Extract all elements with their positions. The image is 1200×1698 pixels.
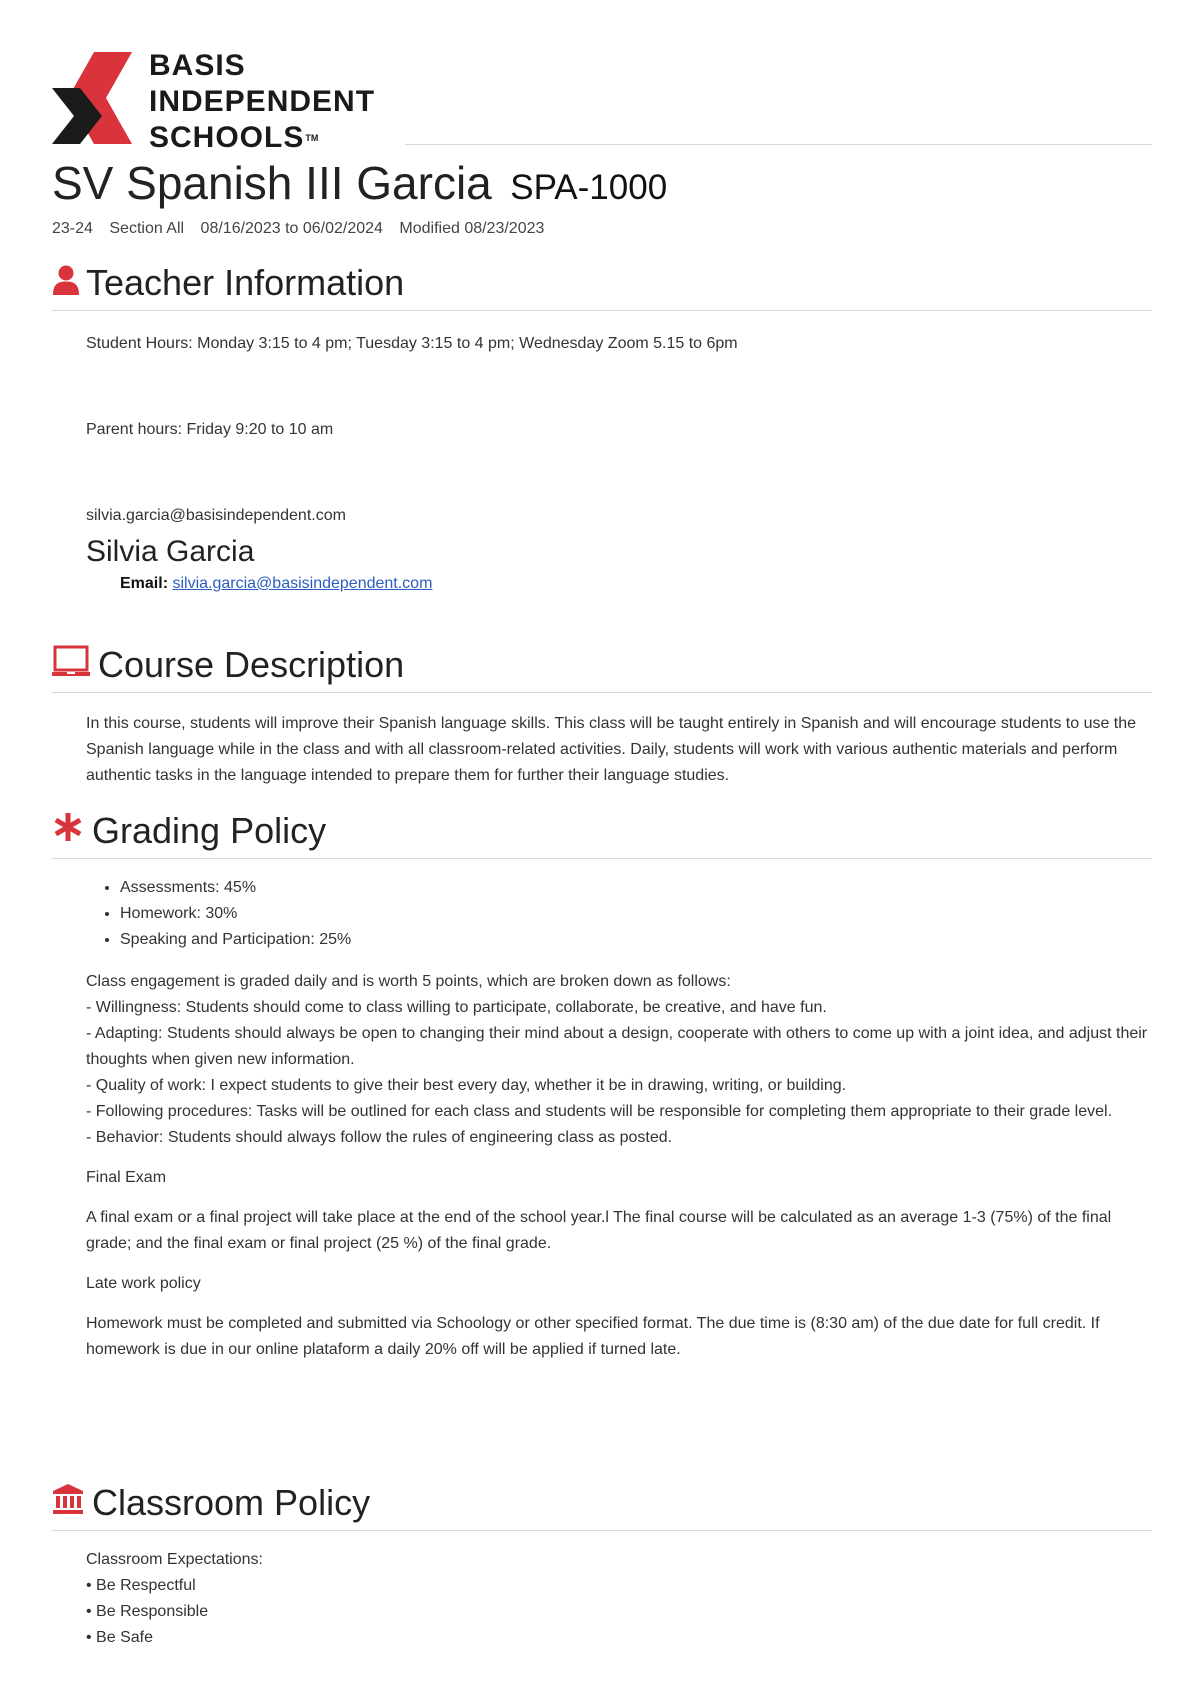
logo-wordmark: [149, 48, 375, 156]
school-logo: [52, 48, 392, 154]
grading-section: [52, 808, 1152, 1363]
modified-date: Modified 08/23/2023: [399, 220, 545, 237]
section-title: Classroom Policy: [92, 1482, 371, 1523]
engagement-item: - Following procedures: Tasks will be outlined for each class and students will be responsible for completing them appropriate to their grade level.: [86, 1103, 1113, 1120]
page-header: [52, 48, 1152, 154]
expectations-intro: Classroom Expectations:: [86, 1551, 263, 1568]
institution-icon: [52, 1483, 84, 1520]
expectation-item: • Be Respectful: [86, 1577, 196, 1594]
expectation-item: • Be Responsible: [86, 1603, 209, 1620]
section-header: [52, 1480, 1152, 1531]
section-header: [52, 260, 1152, 311]
expectation-item: • Be Safe: [86, 1629, 153, 1646]
late-work-label: Late work policy: [86, 1275, 201, 1292]
list-item: • Assessments: 45%: [120, 875, 1152, 901]
engagement-item: - Quality of work: I expect students to give their best every day, whether it be in drawing, writing, or building.: [86, 1077, 847, 1094]
teacher-info-body: [52, 331, 1152, 568]
asterisk-icon: [52, 811, 84, 848]
course-meta: [52, 220, 556, 238]
course-dates: 08/16/2023 to 06/02/2024: [200, 220, 383, 237]
description-body: [52, 711, 1152, 789]
chevron-logo-icon: [52, 52, 132, 144]
email-label: Email:: [120, 575, 169, 592]
final-exam-text: A final exam or a final project will take place at the end of the school year.l The final course will be calculated as an average 1-3 (75%) of the final grade; and the final exam or final project (25 %) of the final grade.: [86, 1209, 1112, 1252]
course-title-row: [52, 156, 667, 210]
section-header: [52, 642, 1152, 693]
teacher-section: [52, 260, 1152, 593]
list-item: • Speaking and Participation: 25%: [120, 927, 1152, 953]
grading-body: [52, 969, 1152, 1363]
logo-line-2: INDEPENDENT: [149, 85, 376, 118]
description-text: In this course, students will improve their Spanish language skills. This class will be taught entirely in Spanish and will encourage students to use the Spanish language while in the class and with all classroom-related activities. Daily, students will work with various authentic materials and perform authentic tasks in the language intended to prepare them for further their language studies.: [86, 715, 1137, 784]
header-divider: [405, 144, 1152, 145]
final-exam-label: Final Exam: [86, 1169, 167, 1186]
student-hours: Student Hours: Monday 3:15 to 4 pm; Tuesday 3:15 to 4 pm; Wednesday Zoom 5.15 to 6pm: [86, 335, 738, 352]
teacher-name: Silvia Garcia: [86, 535, 255, 568]
section-title: Grading Policy: [92, 810, 327, 851]
engagement-intro: Class engagement is graded daily and is worth 5 points, which are broken down as follows:: [86, 973, 731, 990]
section-title: Teacher Information: [86, 262, 405, 303]
section-header: [52, 808, 1152, 859]
late-work-text: Homework must be completed and submitted via Schoology or other specified format. The due time is (8:30 am) of the due date for full credit. If homework is due in our online plataform a daily 20% off will be applied if turned late.: [86, 1315, 1100, 1358]
classroom-body: [52, 1547, 1152, 1651]
logo-line-3: SCHOOLS™: [149, 121, 319, 154]
course-section: Section All: [109, 220, 185, 237]
engagement-item: - Adapting: Students should always be open to changing their mind about a design, cooperate with others to come up with a joint idea, and adjust their thoughts when given new information.: [86, 1025, 1148, 1068]
school-year: 23-24: [52, 220, 93, 237]
list-item: • Homework: 30%: [120, 901, 1152, 927]
logo-line-1: BASIS: [149, 49, 246, 82]
section-title: Course Description: [98, 644, 405, 685]
teacher-email-text: silvia.garcia@basisindependent.com: [86, 507, 346, 524]
laptop-icon: [52, 645, 90, 682]
grade-weights-list: [52, 875, 1152, 953]
engagement-item: - Willingness: Students should come to class willing to participate, collaborate, be creative, and have fun.: [86, 999, 827, 1016]
course-title: SV Spanish III Garcia: [52, 157, 492, 209]
course-code: SPA-1000: [510, 168, 668, 207]
description-section: [52, 642, 1152, 789]
parent-hours: Parent hours: Friday 9:20 to 10 am: [86, 421, 334, 438]
trademark-mark: TM: [305, 133, 319, 143]
classroom-section: [52, 1480, 1152, 1651]
teacher-email-link[interactable]: silvia.garcia@basisindependent.com: [172, 575, 433, 592]
engagement-item: - Behavior: Students should always follow the rules of engineering class as posted.: [86, 1129, 673, 1146]
teacher-email-row: [52, 575, 1152, 593]
person-icon: [52, 265, 80, 300]
